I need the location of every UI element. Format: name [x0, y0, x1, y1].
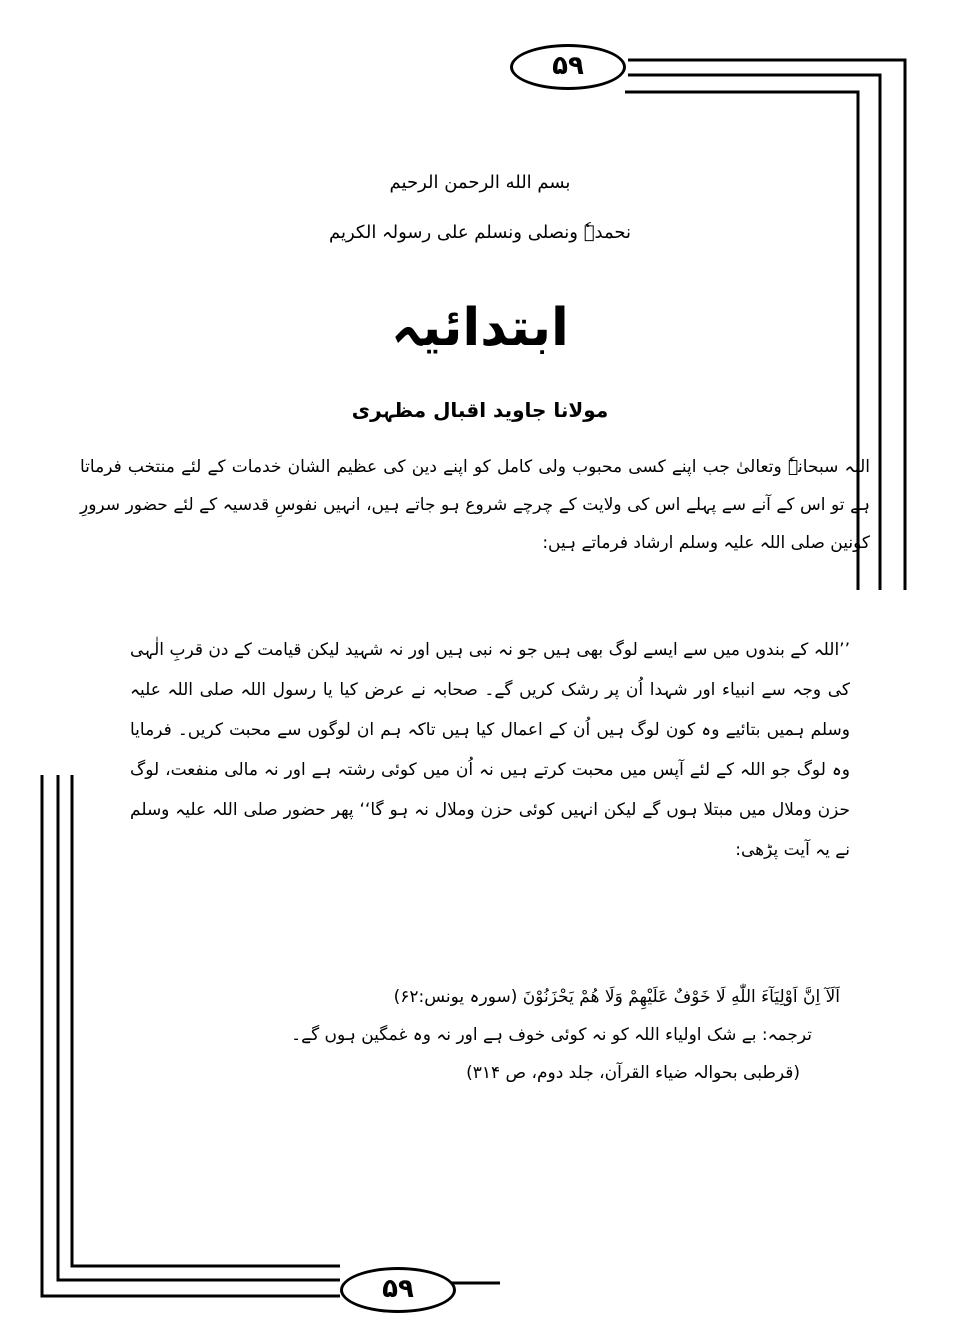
salutation-line: نحمدہٗ ونصلی ونسلم علی رسولہ الکریم: [328, 222, 632, 243]
author-name: مولانا جاوید اقبال مظہری: [351, 398, 609, 422]
intro-paragraph: اللہ سبحانہٗ وتعالیٰ جب اپنے کسی محبوب ولی کامل کو اپنے دین کی عظیم الشان خدمات کے لئے منتخب فرماتا ہے تو اس کے آنے سے پہلے اس کی ولایت کے چرچے شروع ہو جاتے ہیں، انہیں نفوسِ قدسیہ کے لئے حضور سرورِ کونین صلی اللہ علیہ وسلم ارشاد فرماتے ہیں:: [80, 457, 870, 553]
page-number-bottom: ۵۹: [340, 1267, 456, 1313]
ayah-arabic: اَلَآ اِنَّ اَوْلِيَآءَ اللّٰهِ لَا خَوْفٌ عَلَيْهِمْ وَلَا هُمْ يَحْزَنُوْنَ (سورہ یونس:۶۲): [393, 987, 840, 1007]
hadith-quote: ’’اللہ کے بندوں میں سے ایسے لوگ بھی ہیں جو نہ نبی ہیں اور نہ شہید لیکن قیامت کے دن قربِ الٰہی کی وجہ سے انبیاء اور شہدا اُن پر رشک کریں گے۔ صحابہ نے عرض کیا یا رسول اللہ صلی اللہ علیہ وسلم ہمیں بتائیے وہ کون لوگ ہیں اُن کے اعمال کیا ہیں تاکہ ہم ان لوگوں سے محبت کریں۔ فرمایا وہ لوگ جو اللہ کے لئے آپس میں محبت کرتے ہیں نہ اُن میں کوئی رشتہ ہے اور نہ مالی منفعت، لوگ حزن وملال میں مبتلا ہوں گے لیکن انہیں کوئی حزن وملال نہ ہو گا‘‘ پھر حضور صلی اللہ علیہ وسلم نے یہ آیت پڑھی:: [130, 640, 850, 860]
page-title: ابتدائیہ: [391, 298, 569, 358]
ayah-block: [140, 978, 840, 1092]
ayah-translation: ترجمہ: بے شک اولیاء اللہ کو نہ کوئی خوف ہے اور نہ وہ غمگین ہوں گے۔: [291, 1025, 812, 1045]
bismillah-line: بسم الله الرحمن الرحیم: [389, 172, 571, 193]
page-number-top: ۵۹: [510, 44, 626, 90]
ayah-reference: (قرطبی بحوالہ ضیاء القرآن، جلد دوم، ص ۳۱۴): [466, 1063, 800, 1083]
